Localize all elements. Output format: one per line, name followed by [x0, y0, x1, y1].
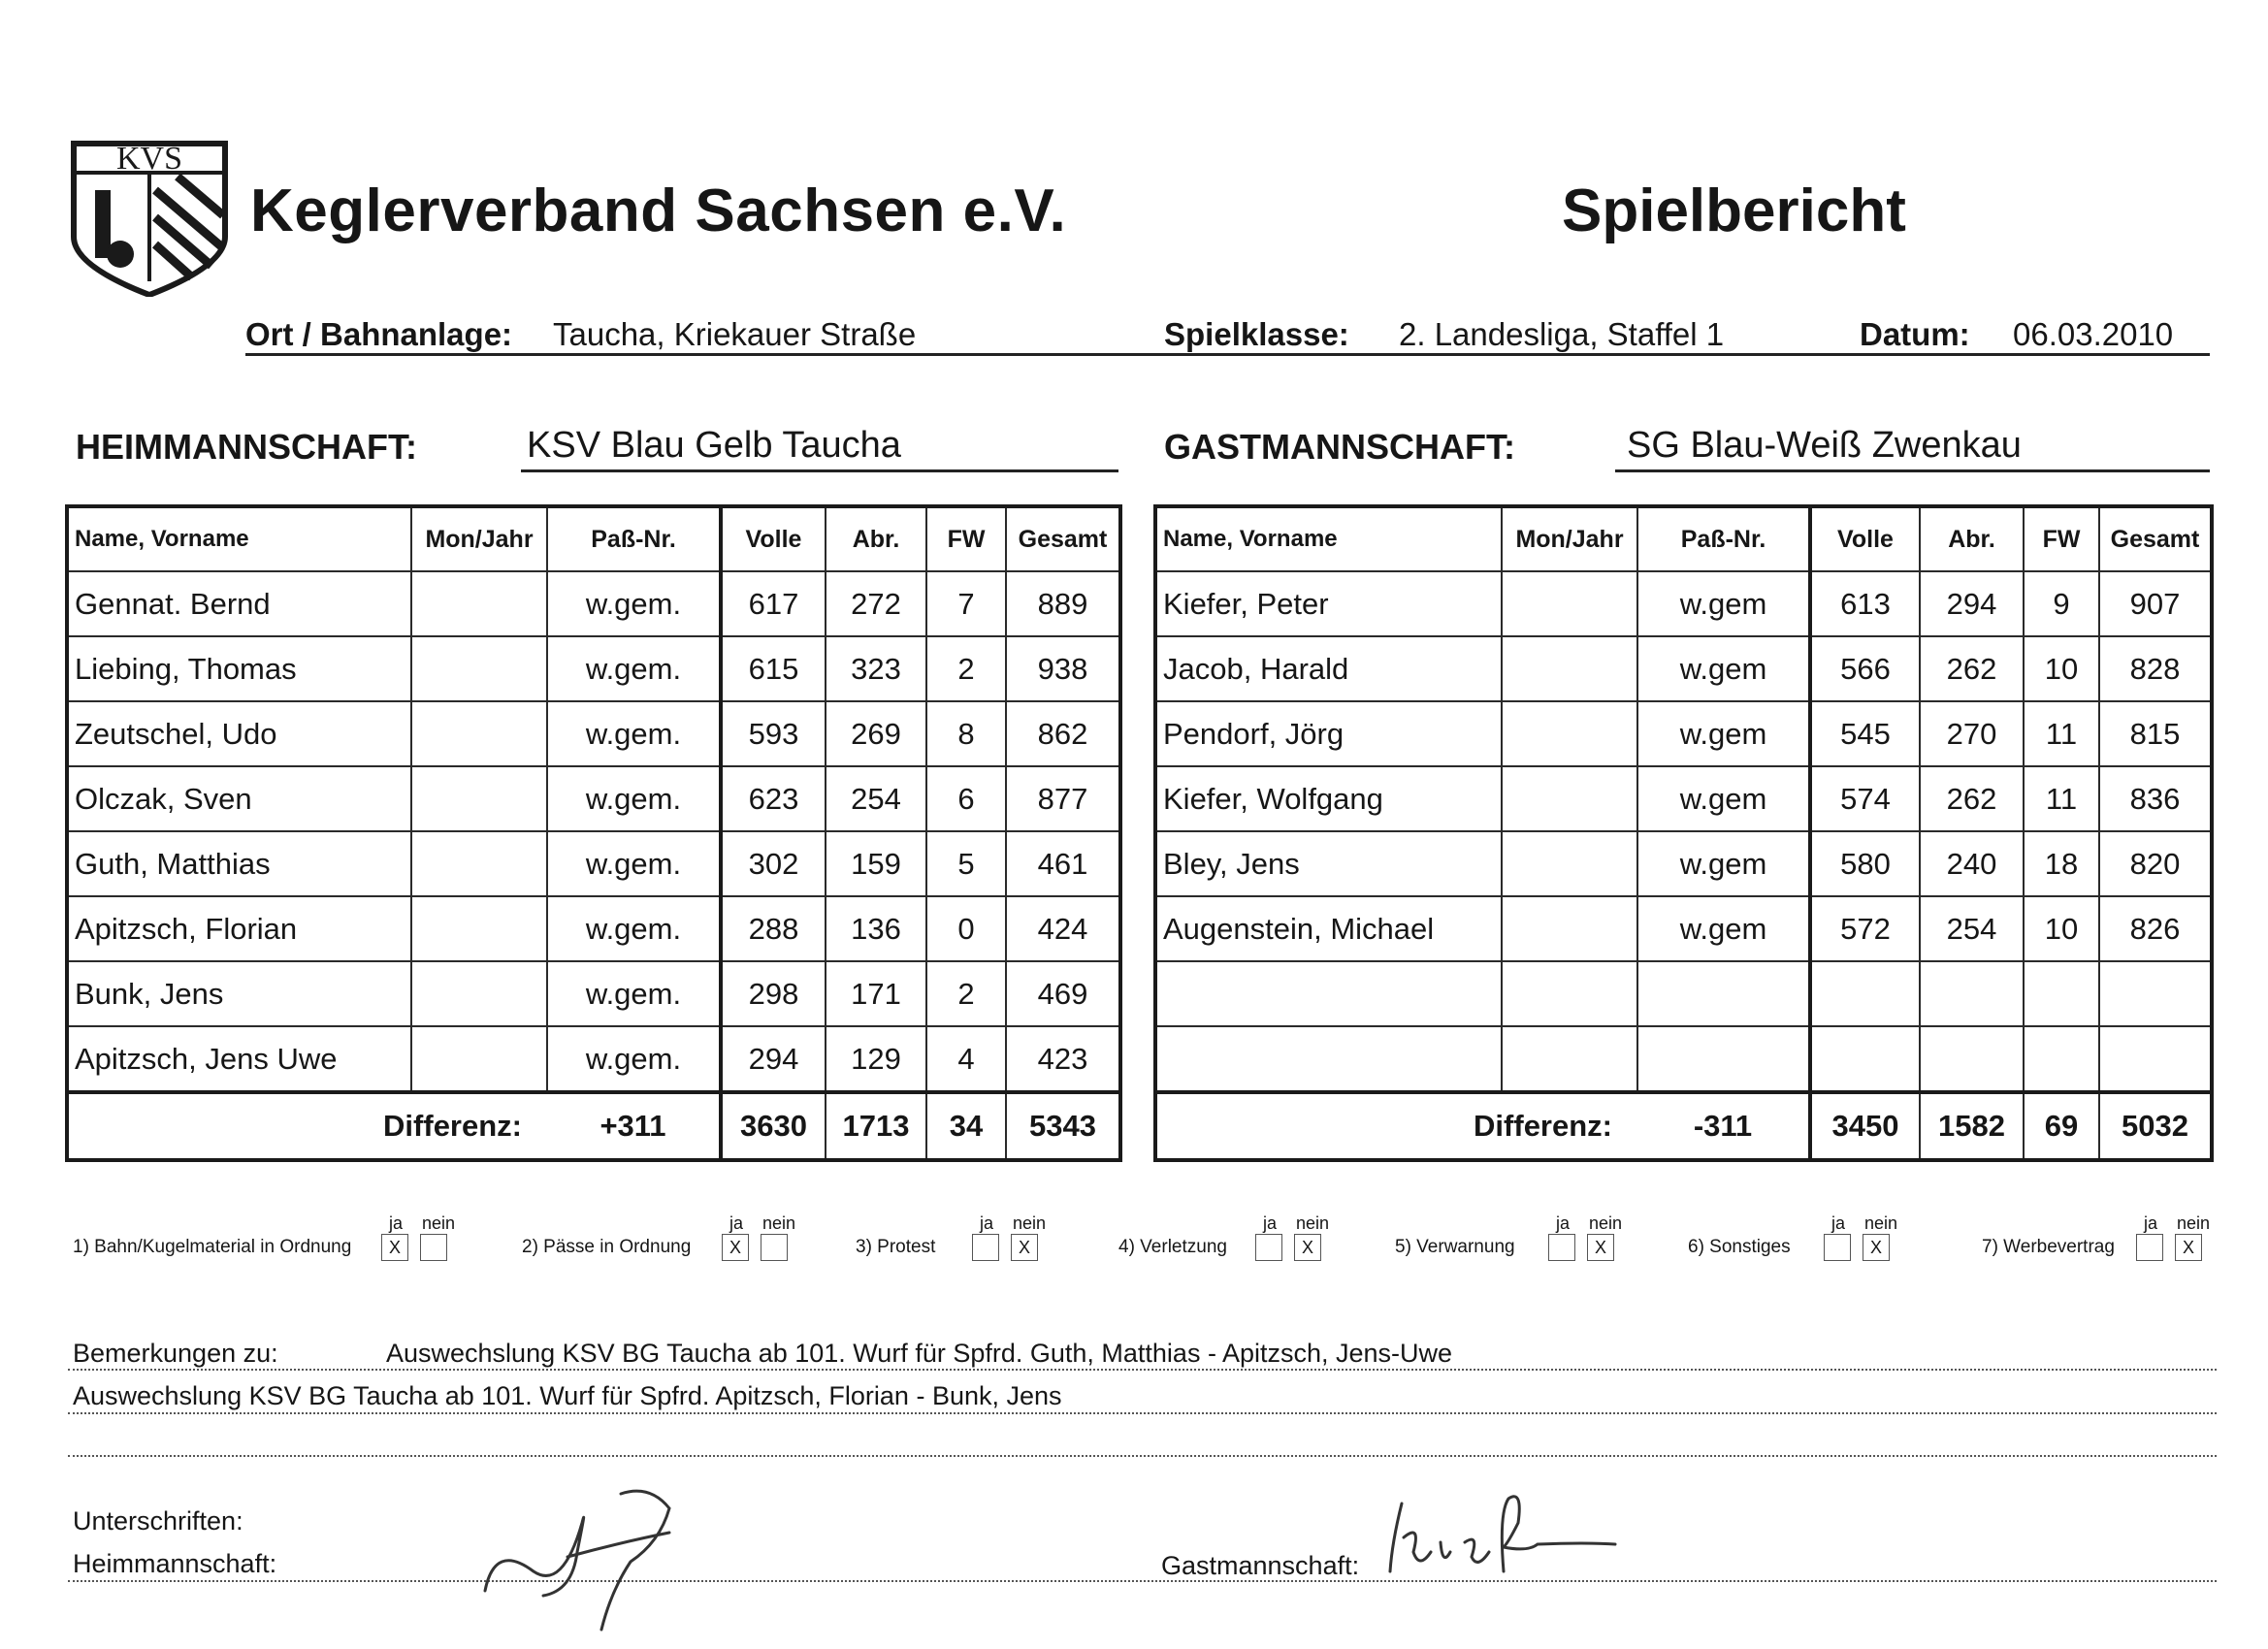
home-col-abr: Abr. — [826, 506, 926, 571]
guest-player-abr: 262 — [1920, 636, 2024, 701]
home-player-monjahr — [411, 571, 547, 636]
home-player-gesamt: 424 — [1006, 896, 1120, 961]
home-player-monjahr — [411, 1026, 547, 1092]
home-player-volle: 294 — [721, 1026, 826, 1092]
guest-team-label: GASTMANNSCHAFT: — [1164, 427, 1515, 467]
home-totals-row — [67, 1092, 1120, 1160]
guest-player-gesamt: 828 — [2099, 636, 2212, 701]
home-player-fw: 7 — [926, 571, 1006, 636]
guest-total-fw: 69 — [2024, 1092, 2099, 1160]
home-player-gesamt: 461 — [1006, 831, 1120, 896]
home-player-abr: 136 — [826, 896, 926, 961]
home-player-volle: 593 — [721, 701, 826, 766]
guest-player-volle: 572 — [1810, 896, 1920, 961]
guest-player-monjahr — [1502, 1026, 1637, 1092]
check-label: 3) Protest — [856, 1237, 936, 1257]
guest-player-gesamt: 836 — [2099, 766, 2212, 831]
guest-signature-label: Gastmannschaft: — [1161, 1551, 1360, 1580]
home-player-row — [67, 571, 1120, 636]
home-player-pass: w.gem. — [547, 571, 721, 636]
home-player-fw: 2 — [926, 636, 1006, 701]
guest-player-gesamt: 815 — [2099, 701, 2212, 766]
guest-col-name: Name, Vorname — [1155, 506, 1502, 571]
signatures-label: Unterschriften: — [73, 1506, 243, 1536]
home-col-pass: Paß-Nr. — [547, 506, 721, 571]
guest-player-volle: 545 — [1810, 701, 1920, 766]
home-player-abr: 269 — [826, 701, 926, 766]
nein-caption: nein — [1013, 1213, 1047, 1233]
guest-player-pass — [1637, 1026, 1810, 1092]
guest-player-row — [1155, 1026, 2212, 1092]
home-player-row — [67, 701, 1120, 766]
datum-value: 06.03.2010 — [2013, 316, 2174, 352]
guest-player-monjahr — [1502, 961, 1637, 1026]
home-player-abr: 254 — [826, 766, 926, 831]
guest-player-gesamt — [2099, 961, 2212, 1026]
check-label: 1) Bahn/Kugelmaterial in Ordnung — [73, 1237, 352, 1257]
guest-player-name: Kiefer, Wolfgang — [1155, 766, 1502, 831]
guest-col-gesamt: Gesamt — [2099, 506, 2212, 571]
home-col-fw: FW — [926, 506, 1006, 571]
home-player-abr: 272 — [826, 571, 926, 636]
guest-player-abr: 254 — [1920, 896, 2024, 961]
guest-player-name: Pendorf, Jörg — [1155, 701, 1502, 766]
home-player-volle: 288 — [721, 896, 826, 961]
home-col-name: Name, Vorname — [67, 506, 411, 571]
remarks-label: Bemerkungen zu: — [73, 1339, 278, 1368]
guest-col-monjahr: Mon/Jahr — [1502, 506, 1637, 571]
kvs-logo — [66, 130, 233, 297]
nein-caption: nein — [1296, 1213, 1330, 1233]
home-diff-label: Differenz: — [67, 1092, 547, 1160]
guest-player-abr — [1920, 1026, 2024, 1092]
home-player-pass: w.gem. — [547, 896, 721, 961]
home-col-monjahr: Mon/Jahr — [411, 506, 547, 571]
ja-checkbox[interactable]: X — [722, 1234, 749, 1261]
home-team-label: HEIMMANNSCHAFT: — [76, 427, 417, 467]
guest-player-name: Augenstein, Michael — [1155, 896, 1502, 961]
home-player-volle: 615 — [721, 636, 826, 701]
nein-caption: nein — [422, 1213, 456, 1233]
home-player-fw: 8 — [926, 701, 1006, 766]
home-player-name: Olczak, Sven — [67, 766, 411, 831]
ja-caption: ja — [729, 1213, 744, 1233]
guest-player-pass: w.gem — [1637, 571, 1810, 636]
guest-team-underline — [1615, 469, 2210, 472]
guest-player-pass — [1637, 961, 1810, 1026]
guest-total-gesamt: 5032 — [2099, 1092, 2212, 1160]
klasse-value: 2. Landesliga, Staffel 1 — [1399, 316, 1725, 352]
guest-player-monjahr — [1502, 831, 1637, 896]
guest-header-row — [1155, 506, 2212, 571]
home-col-gesamt: Gesamt — [1006, 506, 1120, 571]
nein-checkbox[interactable]: X — [1863, 1234, 1890, 1261]
home-player-name: Guth, Matthias — [67, 831, 411, 896]
nein-checkbox[interactable]: X — [1587, 1234, 1614, 1261]
home-player-monjahr — [411, 766, 547, 831]
guest-player-name — [1155, 961, 1502, 1026]
home-total-gesamt: 5343 — [1006, 1092, 1120, 1160]
guest-player-row — [1155, 831, 2212, 896]
guest-score-table — [1153, 504, 2214, 1162]
home-player-volle: 302 — [721, 831, 826, 896]
guest-player-row — [1155, 766, 2212, 831]
home-player-volle: 617 — [721, 571, 826, 636]
home-team-underline — [521, 469, 1118, 472]
ja-checkbox[interactable]: X — [381, 1234, 408, 1261]
guest-signature — [1363, 1484, 1625, 1591]
org-name: Keglerverband Sachsen e.V. — [250, 178, 1067, 244]
home-total-volle: 3630 — [721, 1092, 826, 1160]
nein-checkbox[interactable]: X — [2175, 1234, 2202, 1261]
home-player-fw: 2 — [926, 961, 1006, 1026]
guest-player-fw — [2024, 961, 2099, 1026]
home-player-fw: 5 — [926, 831, 1006, 896]
home-player-row — [67, 1026, 1120, 1092]
home-player-monjahr — [411, 961, 547, 1026]
guest-player-name — [1155, 1026, 1502, 1092]
home-player-name: Liebing, Thomas — [67, 636, 411, 701]
home-player-name: Bunk, Jens — [67, 961, 411, 1026]
nein-checkbox[interactable] — [761, 1234, 788, 1261]
home-signature — [475, 1484, 728, 1639]
home-player-monjahr — [411, 896, 547, 961]
guest-player-row — [1155, 701, 2212, 766]
home-player-name: Zeutschel, Udo — [67, 701, 411, 766]
guest-col-fw: FW — [2024, 506, 2099, 571]
guest-player-monjahr — [1502, 896, 1637, 961]
home-player-row — [67, 961, 1120, 1026]
klasse-label: Spielklasse: — [1164, 316, 1349, 352]
guest-team-name: SG Blau-Weiß Zwenkau — [1627, 425, 2022, 466]
check-label: 2) Pässe in Ordnung — [522, 1237, 692, 1257]
guest-player-fw — [2024, 1026, 2099, 1092]
guest-player-monjahr — [1502, 636, 1637, 701]
home-signature-label: Heimmannschaft: — [73, 1549, 277, 1578]
home-player-gesamt: 889 — [1006, 571, 1120, 636]
guest-player-pass: w.gem — [1637, 636, 1810, 701]
guest-player-fw: 11 — [2024, 701, 2099, 766]
home-player-fw: 6 — [926, 766, 1006, 831]
home-player-abr: 171 — [826, 961, 926, 1026]
guest-player-row — [1155, 636, 2212, 701]
guest-player-gesamt: 826 — [2099, 896, 2212, 961]
nein-caption: nein — [1864, 1213, 1898, 1233]
datum-label: Datum: — [1860, 316, 1970, 352]
guest-player-abr: 294 — [1920, 571, 2024, 636]
guest-diff-value: -311 — [1637, 1092, 1810, 1160]
remarks-dotted-line-3 — [68, 1455, 2217, 1457]
remarks-line-2: Auswechslung KSV BG Taucha ab 101. Wurf für Spfrd. Apitzsch, Florian - Bunk, Jens — [73, 1381, 1062, 1410]
home-player-volle: 298 — [721, 961, 826, 1026]
home-player-gesamt: 877 — [1006, 766, 1120, 831]
guest-player-name: Jacob, Harald — [1155, 636, 1502, 701]
guest-player-monjahr — [1502, 571, 1637, 636]
home-player-fw: 0 — [926, 896, 1006, 961]
ja-checkbox[interactable] — [2136, 1234, 2163, 1261]
home-player-gesamt: 469 — [1006, 961, 1120, 1026]
home-player-gesamt: 423 — [1006, 1026, 1120, 1092]
ja-caption: ja — [1831, 1213, 1846, 1233]
guest-player-pass: w.gem — [1637, 701, 1810, 766]
guest-diff-label: Differenz: — [1155, 1092, 1637, 1160]
guest-col-volle: Volle — [1810, 506, 1920, 571]
guest-player-gesamt: 820 — [2099, 831, 2212, 896]
nein-checkbox[interactable] — [420, 1234, 447, 1261]
ja-caption: ja — [980, 1213, 994, 1233]
meta-underline — [245, 353, 2210, 356]
document-title: Spielbericht — [1562, 178, 1906, 244]
home-header-row — [67, 506, 1120, 571]
home-player-volle: 623 — [721, 766, 826, 831]
guest-player-row — [1155, 571, 2212, 636]
guest-player-volle: 580 — [1810, 831, 1920, 896]
guest-player-abr — [1920, 961, 2024, 1026]
ort-label: Ort / Bahnanlage: — [245, 316, 513, 352]
guest-player-volle: 566 — [1810, 636, 1920, 701]
guest-player-name: Kiefer, Peter — [1155, 571, 1502, 636]
nein-caption: nein — [762, 1213, 796, 1233]
remarks-line-1: Auswechslung KSV BG Taucha ab 101. Wurf für Spfrd. Guth, Matthias - Apitzsch, Jens-Uwe — [386, 1339, 1453, 1368]
home-player-row — [67, 766, 1120, 831]
guest-player-volle — [1810, 1026, 1920, 1092]
guest-player-abr: 240 — [1920, 831, 2024, 896]
check-label: 7) Werbevertrag — [1982, 1237, 2115, 1257]
guest-player-fw: 10 — [2024, 636, 2099, 701]
guest-player-gesamt — [2099, 1026, 2212, 1092]
ja-caption: ja — [2144, 1213, 2158, 1233]
ja-caption: ja — [1556, 1213, 1571, 1233]
guest-col-abr: Abr. — [1920, 506, 2024, 571]
home-player-row — [67, 831, 1120, 896]
home-player-abr: 323 — [826, 636, 926, 701]
home-diff-value: +311 — [547, 1092, 721, 1160]
nein-caption: nein — [2177, 1213, 2211, 1233]
guest-player-pass: w.gem — [1637, 896, 1810, 961]
check-label: 6) Sonstiges — [1688, 1237, 1791, 1257]
home-player-pass: w.gem. — [547, 766, 721, 831]
guest-player-fw: 11 — [2024, 766, 2099, 831]
home-player-row — [67, 896, 1120, 961]
ja-caption: ja — [1263, 1213, 1278, 1233]
guest-total-abr: 1582 — [1920, 1092, 2024, 1160]
home-player-row — [67, 636, 1120, 701]
home-total-fw: 34 — [926, 1092, 1006, 1160]
home-player-name: Gennat. Bernd — [67, 571, 411, 636]
home-player-pass: w.gem. — [547, 701, 721, 766]
check-label: 5) Verwarnung — [1395, 1237, 1515, 1257]
guest-player-row — [1155, 896, 2212, 961]
ort-value: Taucha, Kriekauer Straße — [553, 316, 917, 352]
guest-player-monjahr — [1502, 701, 1637, 766]
remarks-dotted-line-2 — [68, 1412, 2217, 1414]
ja-checkbox[interactable] — [1255, 1234, 1282, 1261]
guest-col-pass: Paß-Nr. — [1637, 506, 1810, 571]
home-player-gesamt: 938 — [1006, 636, 1120, 701]
guest-player-fw: 9 — [2024, 571, 2099, 636]
guest-player-fw: 18 — [2024, 831, 2099, 896]
home-player-abr: 129 — [826, 1026, 926, 1092]
home-col-volle: Volle — [721, 506, 826, 571]
guest-player-volle — [1810, 961, 1920, 1026]
guest-player-gesamt: 907 — [2099, 571, 2212, 636]
nein-checkbox[interactable]: X — [1294, 1234, 1321, 1261]
home-score-table — [65, 504, 1122, 1162]
home-player-gesamt: 862 — [1006, 701, 1120, 766]
home-player-fw: 4 — [926, 1026, 1006, 1092]
logo-text: KVS — [115, 141, 183, 177]
home-player-monjahr — [411, 701, 547, 766]
home-player-pass: w.gem. — [547, 1026, 721, 1092]
home-player-pass: w.gem. — [547, 961, 721, 1026]
home-player-name: Apitzsch, Florian — [67, 896, 411, 961]
check-label: 4) Verletzung — [1118, 1237, 1227, 1257]
home-player-pass: w.gem. — [547, 831, 721, 896]
guest-player-abr: 262 — [1920, 766, 2024, 831]
nein-caption: nein — [1589, 1213, 1623, 1233]
guest-total-volle: 3450 — [1810, 1092, 1920, 1160]
home-player-abr: 159 — [826, 831, 926, 896]
remarks-dotted-line-1 — [68, 1369, 2217, 1371]
guest-player-volle: 613 — [1810, 571, 1920, 636]
guest-totals-row — [1155, 1092, 2212, 1160]
guest-player-pass: w.gem — [1637, 766, 1810, 831]
guest-player-volle: 574 — [1810, 766, 1920, 831]
home-player-monjahr — [411, 831, 547, 896]
guest-player-monjahr — [1502, 766, 1637, 831]
guest-player-fw: 10 — [2024, 896, 2099, 961]
signature-dotted-line — [68, 1580, 2217, 1582]
guest-player-name: Bley, Jens — [1155, 831, 1502, 896]
home-player-monjahr — [411, 636, 547, 701]
home-player-pass: w.gem. — [547, 636, 721, 701]
guest-player-abr: 270 — [1920, 701, 2024, 766]
home-player-name: Apitzsch, Jens Uwe — [67, 1026, 411, 1092]
nein-checkbox[interactable]: X — [1011, 1234, 1038, 1261]
guest-player-pass: w.gem — [1637, 831, 1810, 896]
ja-checkbox[interactable] — [1548, 1234, 1575, 1261]
ja-caption: ja — [389, 1213, 404, 1233]
home-total-abr: 1713 — [826, 1092, 926, 1160]
ja-checkbox[interactable] — [972, 1234, 999, 1261]
guest-player-row — [1155, 961, 2212, 1026]
ja-checkbox[interactable] — [1824, 1234, 1851, 1261]
home-team-name: KSV Blau Gelb Taucha — [527, 425, 901, 466]
